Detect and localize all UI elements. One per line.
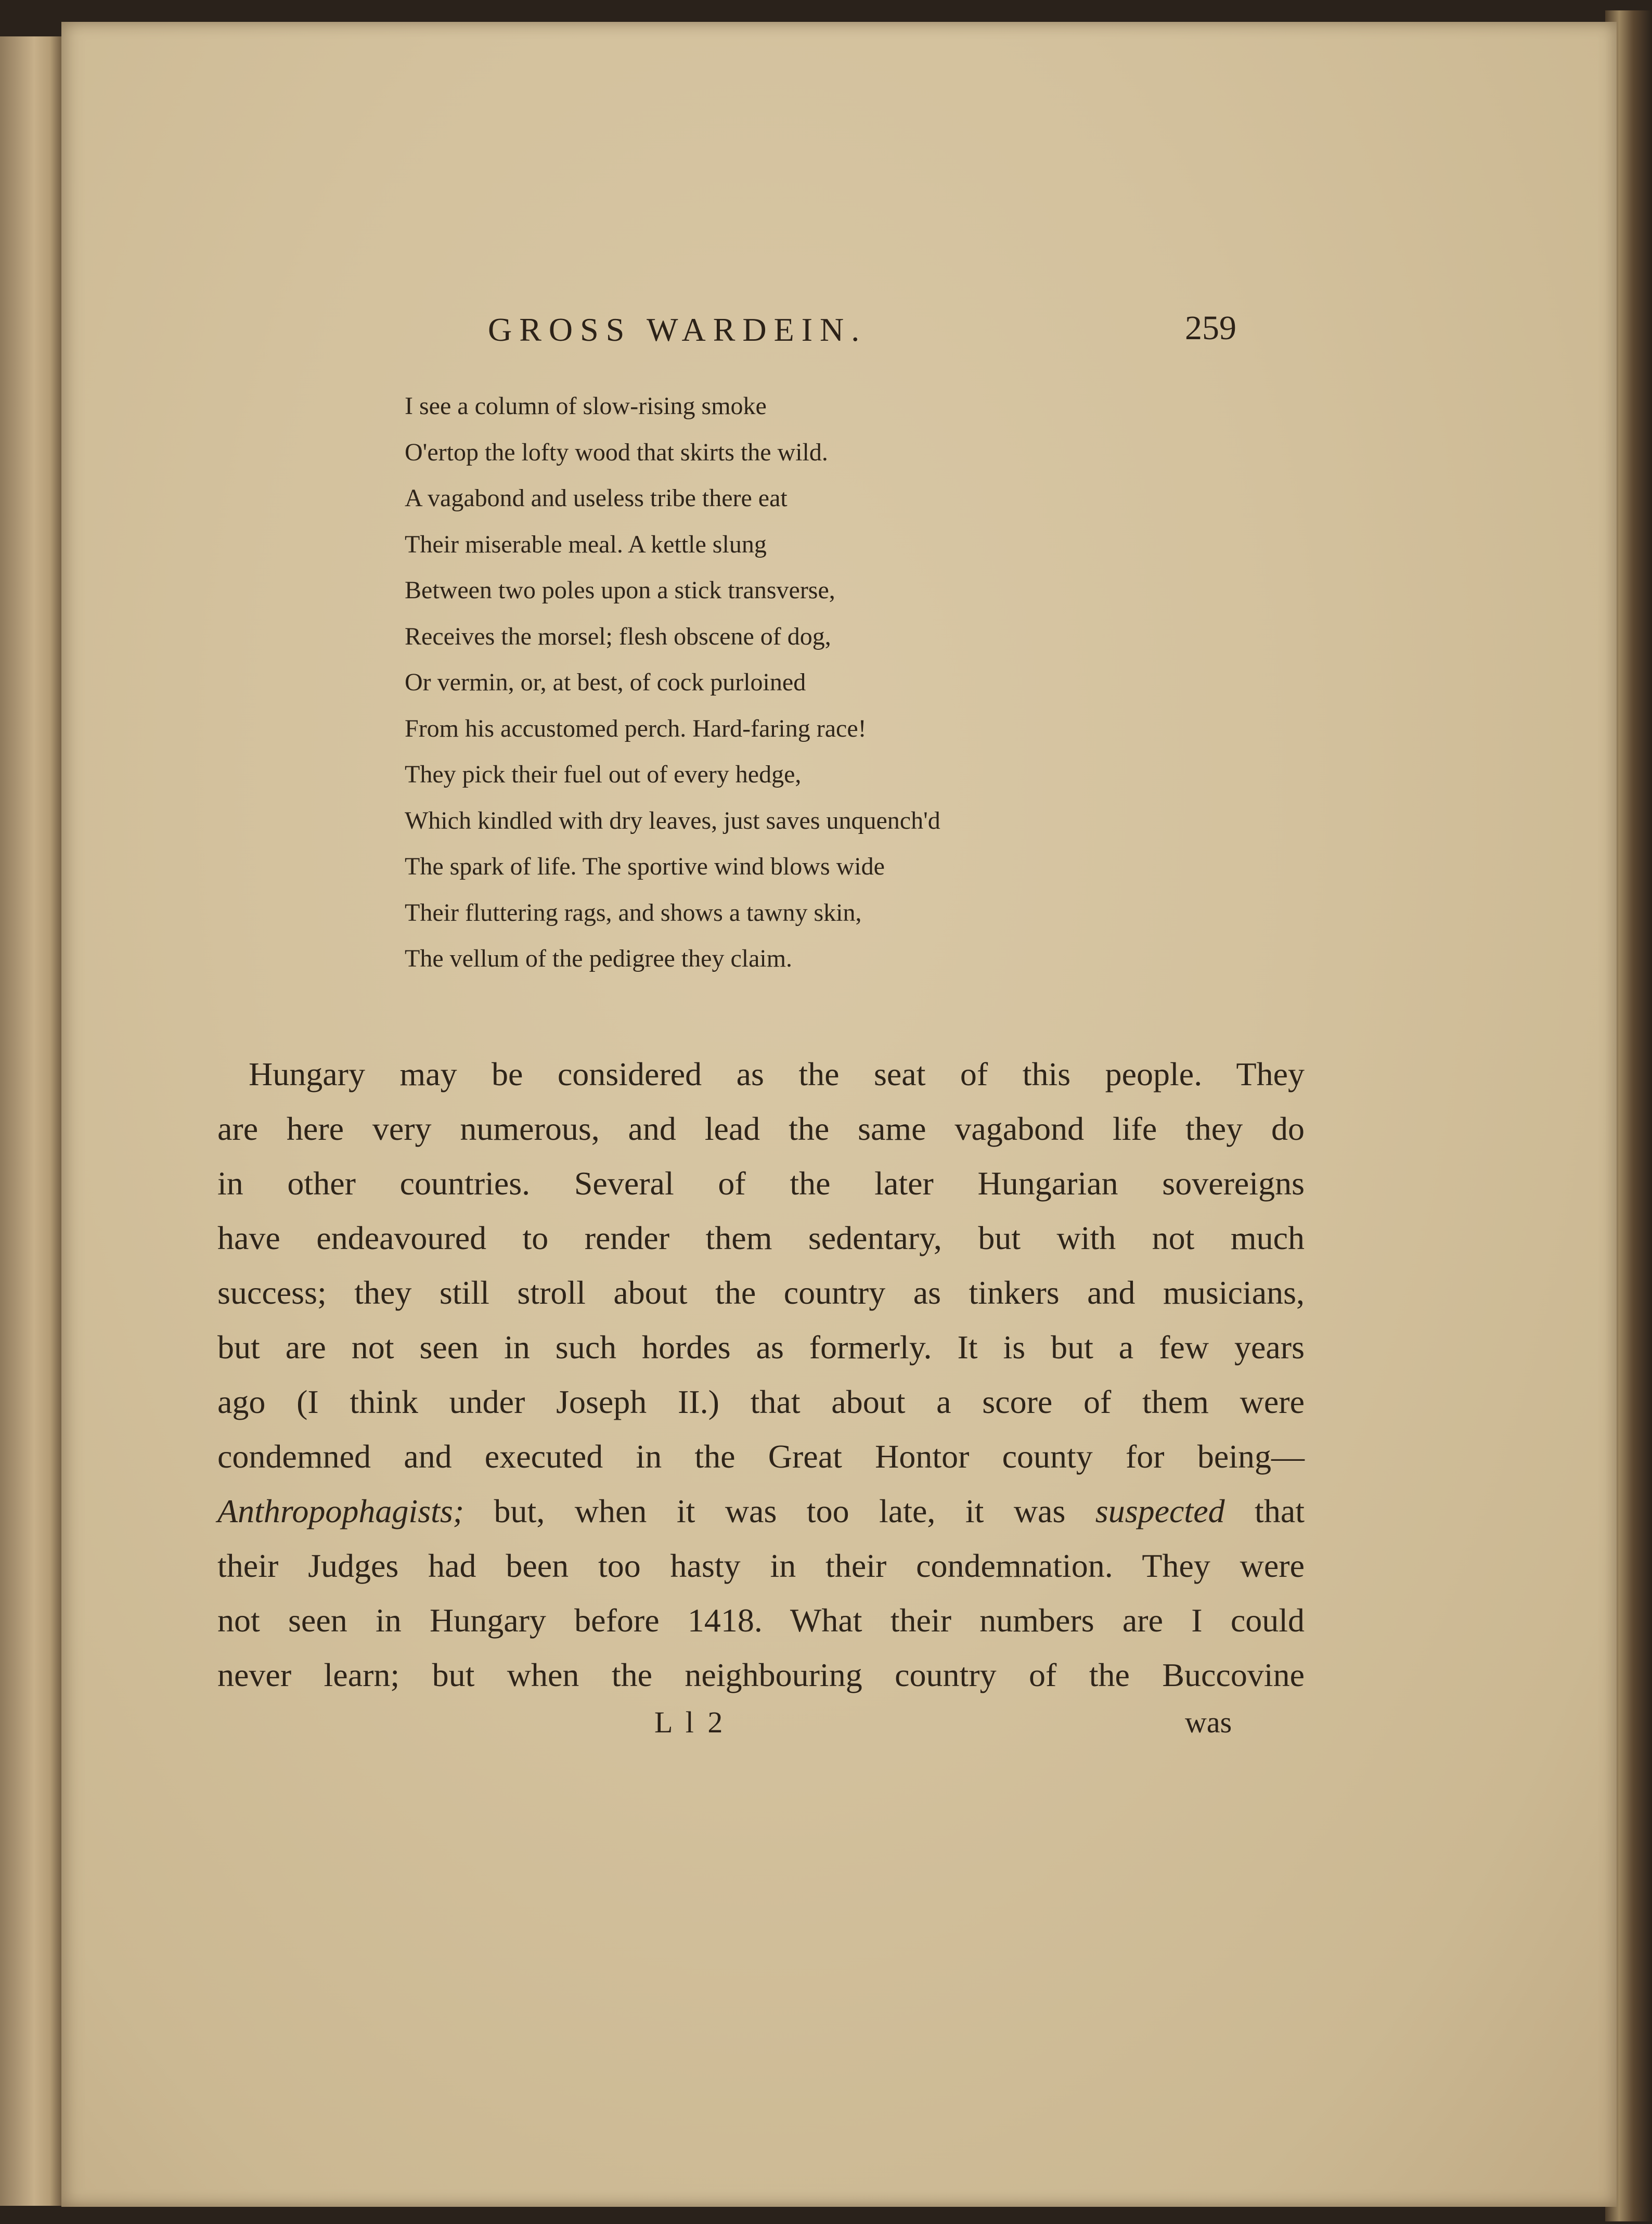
page-number: 259 [1185,309,1236,347]
poem-block [405,383,1237,982]
signature-mark: L l 2 [654,1705,726,1739]
prose-line: ago (I think under Joseph II.) that about a score of them were [217,1383,1305,1420]
prose-line: have endeavoured to render them sedentary, but with not much [217,1219,1305,1256]
prose-line: are here very numerous, and lead the same vagabond life they do [217,1110,1305,1147]
italic-term: suspected [1095,1493,1225,1529]
left-page-edge [0,36,62,2206]
poem-line: The spark of life. The sportive wind blows wide [405,853,885,880]
italic-term: Anthropophagists; [217,1493,464,1529]
page-footer [61,1705,1617,1746]
catchword: was [1185,1705,1232,1739]
poem-line: Between two poles upon a stick transverse, [405,576,835,604]
prose-line: not seen in Hungary before 1418. What their numbers are I could [217,1602,1305,1639]
poem-line: Their miserable meal. A kettle slung [405,530,767,558]
prose-line: but are not seen in such hordes as formerly. It is but a few years [217,1329,1305,1366]
prose-line: never learn; but when the neighbouring country of the Buccovine [217,1656,1305,1693]
poem-line: I see a column of slow-rising smoke [405,392,767,420]
page-paper [61,22,1617,2207]
prose-fragment: but, when it was too late, it was [464,1493,1095,1529]
prose-line: in other countries. Several of the later Hungarian sovereigns [217,1165,1305,1202]
prose-line: success; they still stroll about the country as tinkers and musicians, [217,1274,1305,1311]
poem-line: From his accustomed perch. Hard-faring race! [405,714,867,742]
poem-line: Their fluttering rags, and shows a tawny skin, [405,898,862,927]
poem-line: The vellum of the pedigree they claim. [405,945,793,972]
prose-line: condemned and executed in the Great Hontor county for being— [217,1438,1305,1475]
prose-line: their Judges had been too hasty in their condemnation. They were [217,1547,1305,1584]
page-header [61,311,1617,357]
poem-line: Receives the morsel; flesh obscene of dog, [405,622,831,650]
poem-line: Or vermin, or, at best, of cock purloined [405,669,806,696]
poem-line: O'ertop the lofty wood that skirts the wild. [405,438,828,466]
poem-line: They pick their fuel out of every hedge, [405,761,802,788]
prose-line: Hungary may be considered as the seat of this people. They [249,1056,1305,1092]
poem-line: Which kindled with dry leaves, just saves unquench'd [405,806,940,834]
prose-paragraph [217,1047,1305,1702]
prose-line-with-italics [217,1484,1305,1538]
prose-fragment: that [1224,1493,1305,1529]
running-title: GROSS WARDEIN. [488,311,867,348]
poem-line: A vagabond and useless tribe there eat [405,484,788,512]
